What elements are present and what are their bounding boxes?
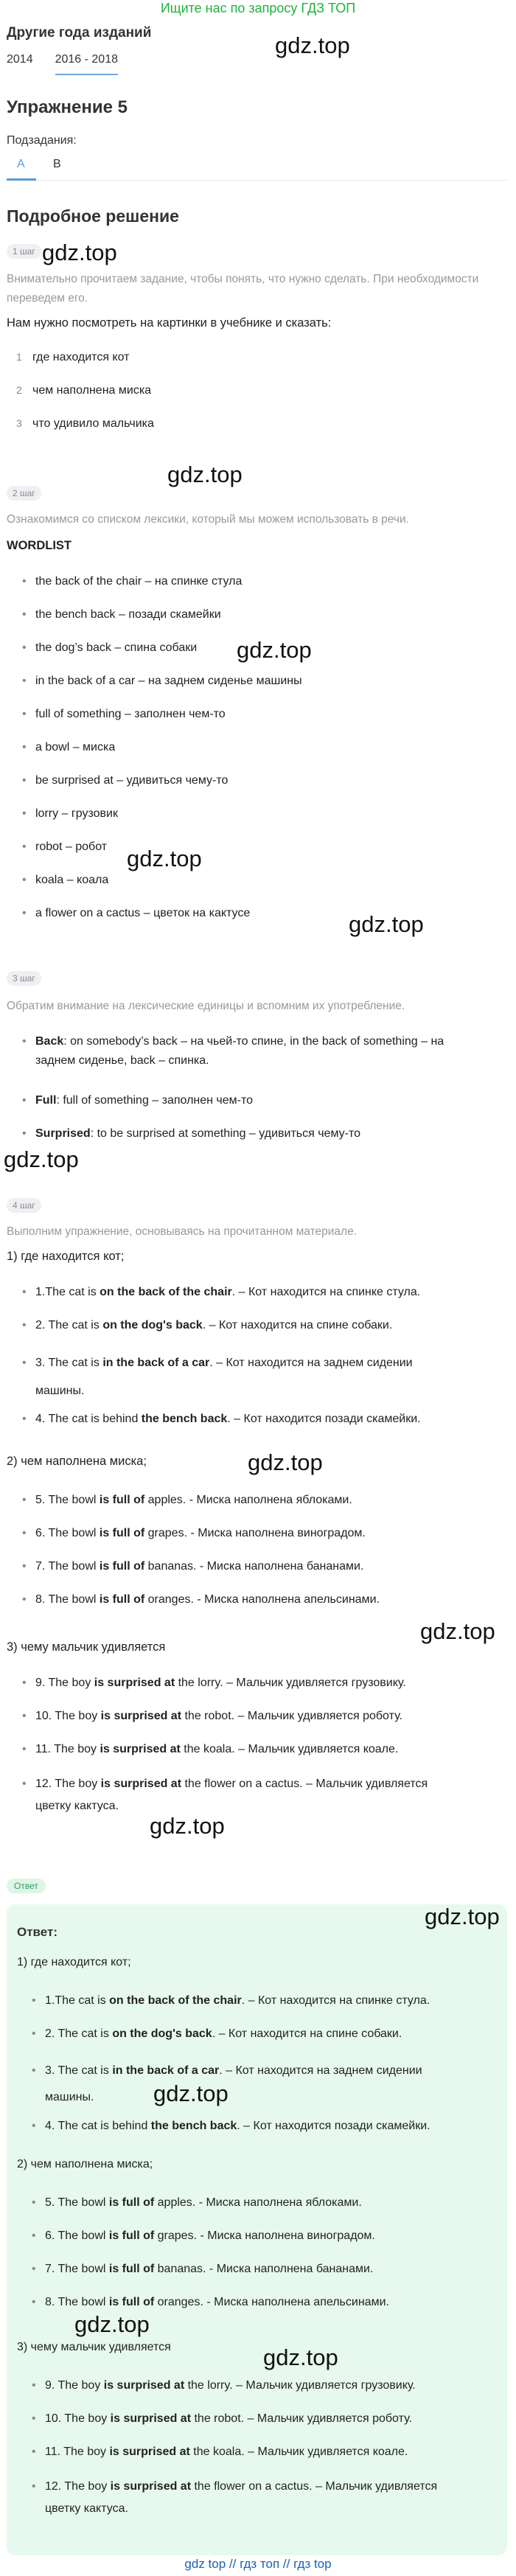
- watermark: gdz.top: [4, 1146, 79, 1172]
- watermark: gdz.top: [425, 1904, 500, 1929]
- list-item: • 2. The cat is on the dog's back. – Кот находится на спине собаки.: [35, 1316, 392, 1335]
- list-item: • 6. The bowl is full of grapes. - Миска наполнена виноградом.: [35, 1524, 366, 1543]
- list-item: • 1.The cat is on the back of the chair. – Кот находится на спинке стула.: [45, 1991, 502, 2011]
- wordlist-heading: WORDLIST: [7, 539, 72, 552]
- list-item: • Full: full of something – заполнен чем-то: [35, 1091, 253, 1110]
- list-item: • robot – робот: [35, 838, 107, 857]
- step-2-badge: 2 шаг: [7, 487, 41, 500]
- list-item: • be surprised at – удивиться чему-то: [35, 771, 228, 790]
- step-3-badge: 3 шаг: [7, 972, 41, 985]
- step-1-text: Нам нужно посмотреть на картинки в учебнике и сказать:: [7, 316, 332, 330]
- step-4-note: Выполним упражнение, основываясь на прочитанном материале.: [7, 1225, 358, 1238]
- edition-tab-2016-2018[interactable]: 2016 - 2018: [55, 53, 118, 75]
- list-item: • 3. The cat is in the back of a car. – Кот находится на заднем сидении машины.: [35, 1349, 507, 1405]
- list-item: • 2. The cat is on the dog's back. – Кот находится на спине собаки.: [45, 2025, 502, 2044]
- watermark: gdz.top: [263, 2344, 338, 2370]
- watermark: gdz.top: [275, 32, 350, 58]
- watermark: gdz.top: [42, 240, 117, 265]
- list-item: • 7. The bowl is full of bananas. - Миска наполнена бананами.: [35, 1557, 363, 1576]
- list-item: 2 чем наполнена миска: [16, 384, 152, 397]
- watermark: gdz.top: [167, 462, 243, 487]
- list-item: • the back of the chair – на спинке стула: [35, 572, 242, 591]
- solution-title: Подробное решение: [7, 206, 179, 226]
- step-1-note: Внимательно прочитаем задание, чтобы понять, что нужно сделать. При необходимости переведем его.: [7, 273, 479, 304]
- list-item: • 10. The boy is surprised at the robot. – Мальчик удивляется роботу.: [35, 1707, 402, 1726]
- list-item: • 6. The bowl is full of grapes. - Миска наполнена виноградом.: [45, 2227, 502, 2246]
- list-item: • 5. The bowl is full of apples. - Миска наполнена яблоками.: [45, 2193, 502, 2213]
- watermark: gdz.top: [420, 1618, 495, 1644]
- group-title: 3) чему мальчик удивляется: [17, 2341, 171, 2353]
- group-title: 1) где находится кот;: [7, 1250, 125, 1263]
- subtask-tab-a[interactable]: A: [17, 158, 25, 170]
- list-item: • koala – коала: [35, 871, 108, 890]
- list-item: • the bench back – позади скамейки: [35, 605, 221, 624]
- editions-tabs: [7, 53, 140, 75]
- list-item: 1 где находится кот: [16, 351, 130, 363]
- watermark: gdz.top: [248, 1449, 323, 1475]
- step-3-note: Обратим внимание на лексические единицы и вспомним их употребление.: [7, 1000, 405, 1012]
- watermark: gdz.top: [127, 846, 202, 871]
- search-banner: Ищите нас по запросу ГДЗ ТОП: [160, 1, 356, 15]
- list-item: • 4. The cat is behind the bench back. – Кот находится позади скамейки.: [35, 1410, 421, 1429]
- list-item: • 7. The bowl is full of bananas. - Миска наполнена бананами.: [45, 2260, 502, 2279]
- subtask-tab-b[interactable]: B: [53, 158, 61, 170]
- subtasks-label: Подзадания:: [7, 134, 77, 147]
- watermark: gdz.top: [74, 2311, 150, 2337]
- subtask-tabs: [7, 156, 507, 181]
- step-2-note: Ознакомимся со списком лексики, который мы можем использовать в речи.: [7, 513, 409, 526]
- editions-heading: Другие года изданий: [7, 25, 152, 41]
- list-item: 3 что удивило мальчика: [16, 417, 154, 430]
- list-item: • 9. The boy is surprised at the lorry. – Мальчик удивляется грузовику.: [45, 2376, 502, 2395]
- list-item: • 11. The boy is surprised at the koala. – Мальчик удивляется коале.: [45, 2443, 502, 2462]
- list-item: • 9. The boy is surprised at the lorry. – Мальчик удивляется грузовику.: [35, 1674, 406, 1693]
- list-item: • the dog’s back – спина собаки: [35, 638, 197, 658]
- edition-tab-2014[interactable]: 2014: [7, 53, 33, 66]
- answer-box: [7, 1904, 507, 2555]
- list-item: • Back: on somebody’s back – на чьей-то спине, in the back of something – на заднем сиденье, back – спинка.: [35, 1032, 507, 1071]
- group-title: 3) чему мальчик удивляется: [7, 1640, 166, 1654]
- step-1-badge: 1 шаг: [7, 245, 41, 258]
- list-item: • in the back of a car – на заднем сиденье машины: [35, 672, 302, 691]
- answer-title: Ответ:: [17, 1925, 57, 1939]
- group-title: 1) где находится кот;: [17, 1956, 131, 1968]
- list-item: • 4. The cat is behind the bench back. – Кот находится позади скамейки.: [45, 2117, 502, 2136]
- list-item: • 3. The cat is in the back of a car. – Кот находится на заднем сидении машины.: [45, 2058, 495, 2111]
- watermark: gdz.top: [237, 637, 312, 663]
- watermark: gdz.top: [150, 1813, 225, 1839]
- group-title: 2) чем наполнена миска;: [17, 2158, 153, 2171]
- list-item: • 5. The bowl is full of apples. - Миска наполнена яблоками.: [35, 1491, 352, 1510]
- step-4-badge: 4 шаг: [7, 1199, 41, 1212]
- list-item: • 12. The boy is surprised at the flower on a cactus. – Мальчик удивляется цветку кактуса.: [45, 2476, 495, 2520]
- watermark: gdz.top: [153, 2081, 229, 2106]
- group-title: 2) чем наполнена миска;: [7, 1455, 147, 1468]
- answer-badge: Ответ: [7, 1879, 46, 1893]
- list-item: • full of something – заполнен чем-то: [35, 705, 226, 724]
- list-item: • 1.The cat is on the back of the chair. – Кот находится на спинке стула.: [35, 1283, 420, 1302]
- list-item: • 10. The boy is surprised at the robot. – Мальчик удивляется роботу.: [45, 2409, 502, 2429]
- list-item: • Surprised: to be surprised at something – удивиться чему-то: [35, 1124, 360, 1143]
- exercise-title: Упражнение 5: [7, 97, 128, 117]
- list-item: • 12. The boy is surprised at the flower on a cactus. – Мальчик удивляется цветку кактуса.: [35, 1773, 507, 1817]
- active-tab-indicator: [7, 178, 36, 181]
- list-item: • 8. The bowl is full of oranges. - Миска наполнена апельсинами.: [45, 2293, 502, 2312]
- footer-links[interactable]: gdz top // гдз топ // гдз top: [184, 2557, 332, 2571]
- watermark: gdz.top: [349, 911, 424, 937]
- list-item: • a bowl – миска: [35, 738, 115, 757]
- list-item: • a flower on a cactus – цветок на кактусе: [35, 904, 250, 923]
- list-item: • 11. The boy is surprised at the koala. – Мальчик удивляется коале.: [35, 1740, 398, 1759]
- list-item: • lorry – грузовик: [35, 804, 118, 824]
- list-item: • 8. The bowl is full of oranges. - Миска наполнена апельсинами.: [35, 1590, 380, 1609]
